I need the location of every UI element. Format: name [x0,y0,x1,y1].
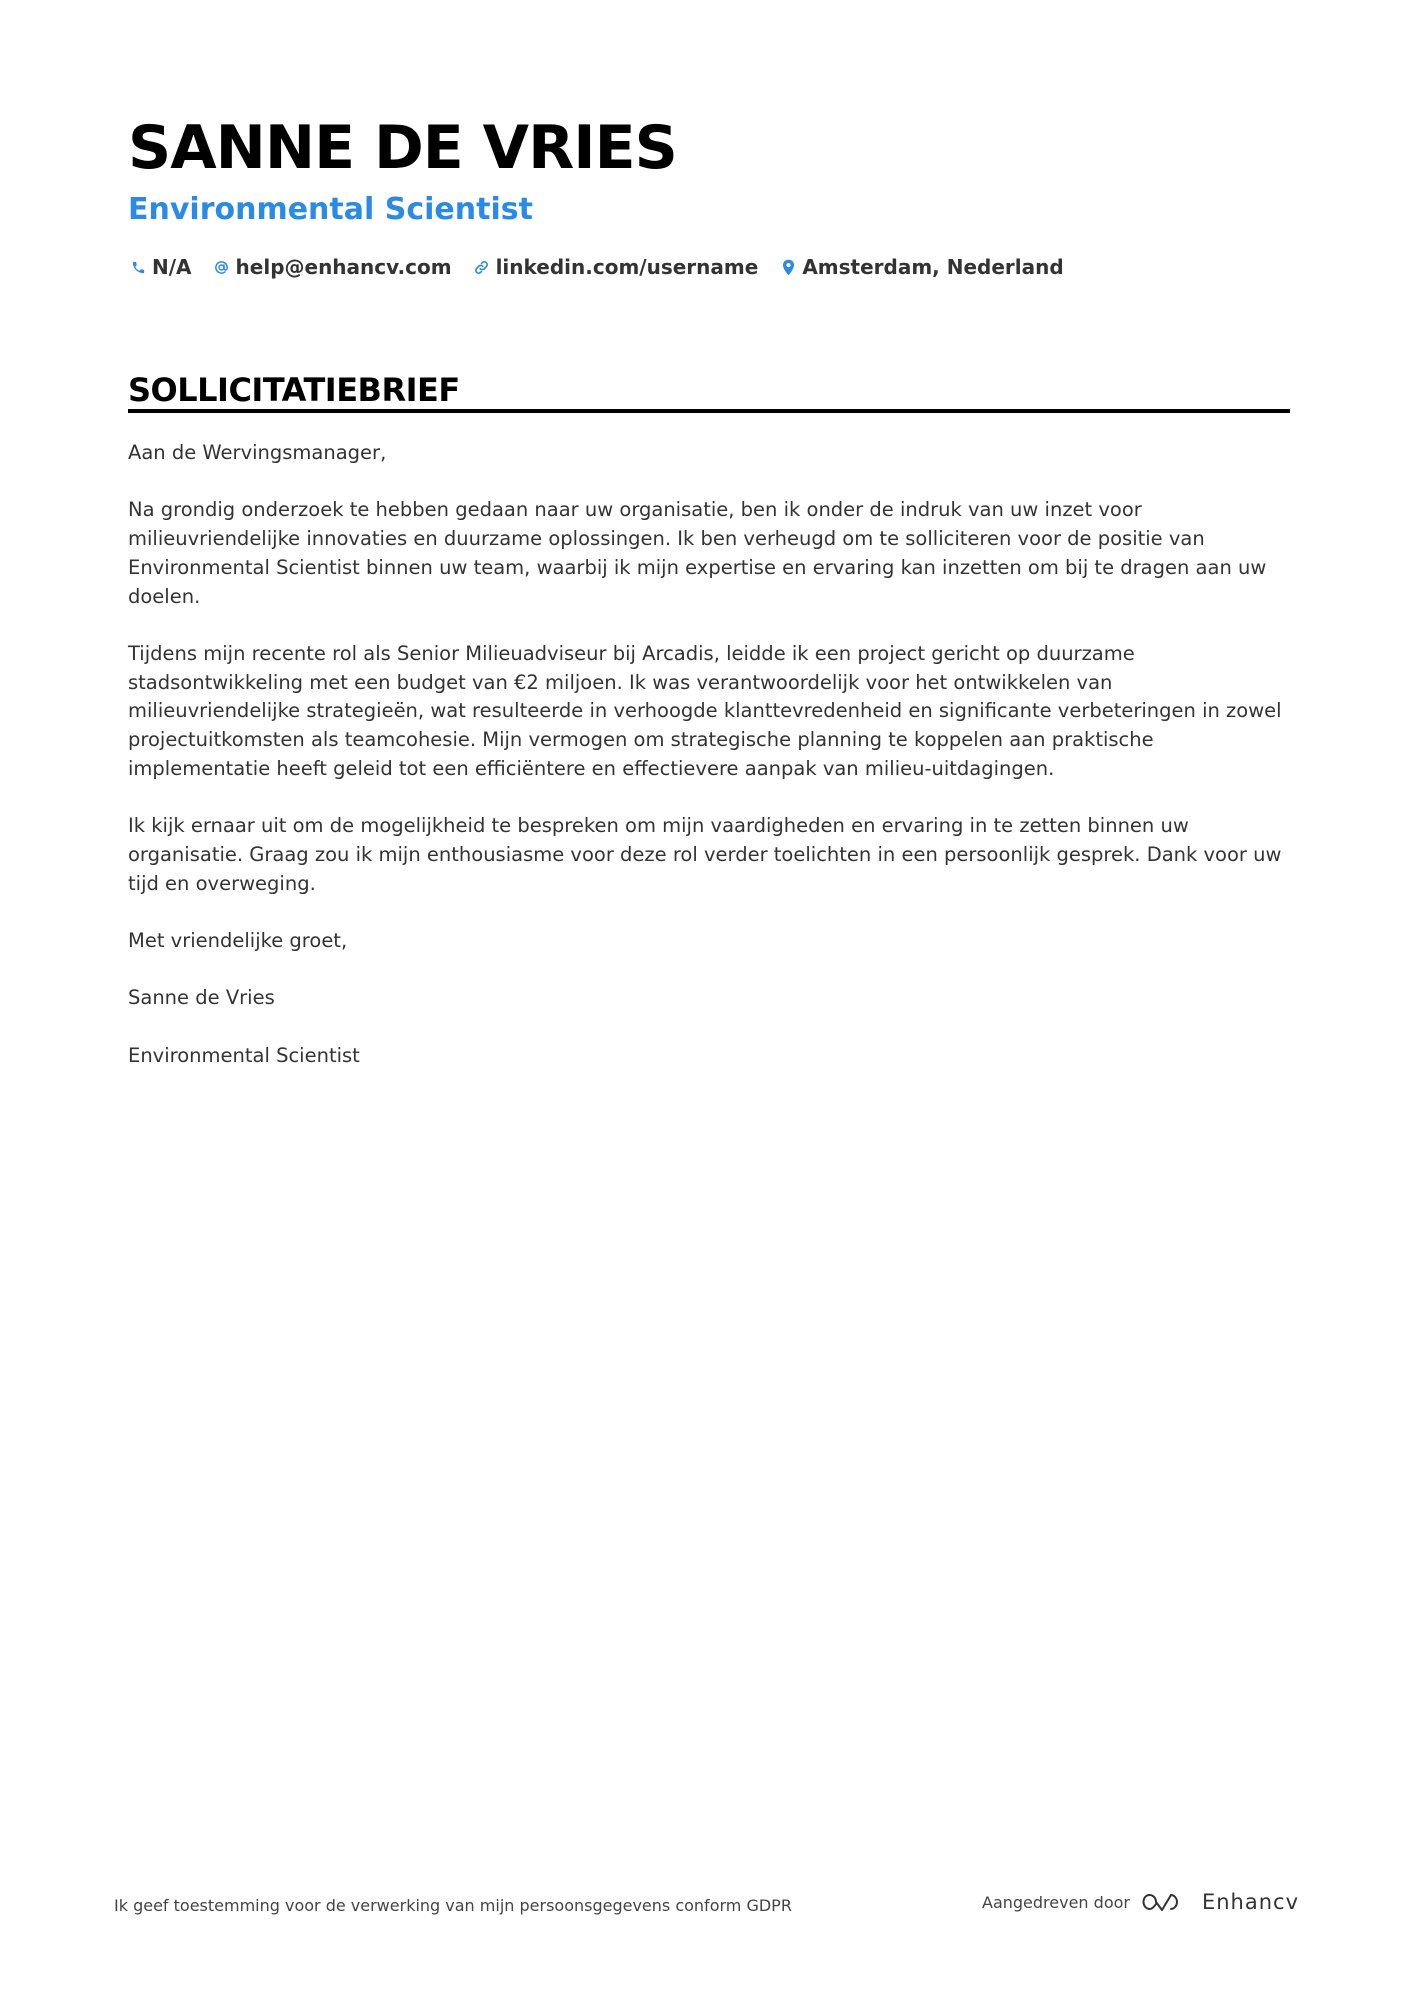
brand-name: Enhancv [1201,1890,1300,1914]
signature-name: Sanne de Vries [128,986,275,1010]
letter-paragraph: Tijdens mijn recente rol als Senior Milieuadviseur bij Arcadis, leidde ik een project gericht op duurzame stadsontwikkeling met een budget van €2 miljoen. Ik was verantwoordelijk voor het ontwikkelen van milieuvriendelijke strategieën, wat resulteerde in verhoogde klanttevredenheid en significante verbeteringen in zowel projectuitkomsten als teamcohesie. Mijn vermogen om strategische planning te koppelen aan praktische implementatie heeft geleid tot een efficiëntere en effectievere aanpak van milieu-uitdagingen. [128,641,1282,780]
job-title: Environmental Scientist [128,192,533,227]
section-divider [128,409,1290,413]
closing: Met vriendelijke groet, [128,928,348,952]
letter-body [128,439,1290,1099]
letter-paragraph: Na grondig onderzoek te hebben gedaan naar uw organisatie, ben ik onder de indruk van uw inzet voor milieuvriendelijke innovaties en duurzame oplossingen. Ik ben verheugd om te solliciteren voor de positie van Environmental Scientist binnen uw team, waarbij ik mijn expertise en ervaring kan inzetten om bij te dragen aan uw doelen. [128,498,1267,608]
letter-paragraph: Ik kijk ernaar uit om de mogelijkheid te bespreken om mijn vaardigheden en ervaring in te zetten binnen uw organisatie. Graag zou ik mijn enthousiasme voor deze rol verder toelichten in een persoonlijk gesprek. Dank voor uw tijd en overweging. [128,814,1282,895]
location-value: Amsterdam, Nederland [802,255,1064,279]
contact-linkedin[interactable] [472,252,759,282]
link-icon [474,258,490,276]
email-value[interactable]: help@enhancv.com [235,255,452,279]
candidate-name: SANNE DE VRIES [128,113,677,183]
contact-phone [128,252,192,282]
contact-bar [128,252,1084,282]
contact-email[interactable] [212,252,452,282]
contact-location [778,252,1063,282]
gdpr-consent: Ik geef toestemming voor de verwerking van mijn persoonsgegevens conform GDPR [114,1896,792,1915]
at-icon [214,258,230,276]
phone-value: N/A [152,255,192,279]
salutation: Aan de Wervingsmanager, [128,441,387,464]
map-pin-icon [780,258,796,276]
powered-by[interactable] [982,1890,1299,1914]
signature-title: Environmental Scientist [128,1043,360,1067]
phone-icon [130,258,146,276]
enhancv-logo-icon [1142,1890,1188,1914]
linkedin-value[interactable]: linkedin.com/username [495,255,759,279]
powered-by-label: Aangedreven door [982,1892,1130,1912]
section-title: SOLLICITATIEBRIEF [128,371,460,409]
